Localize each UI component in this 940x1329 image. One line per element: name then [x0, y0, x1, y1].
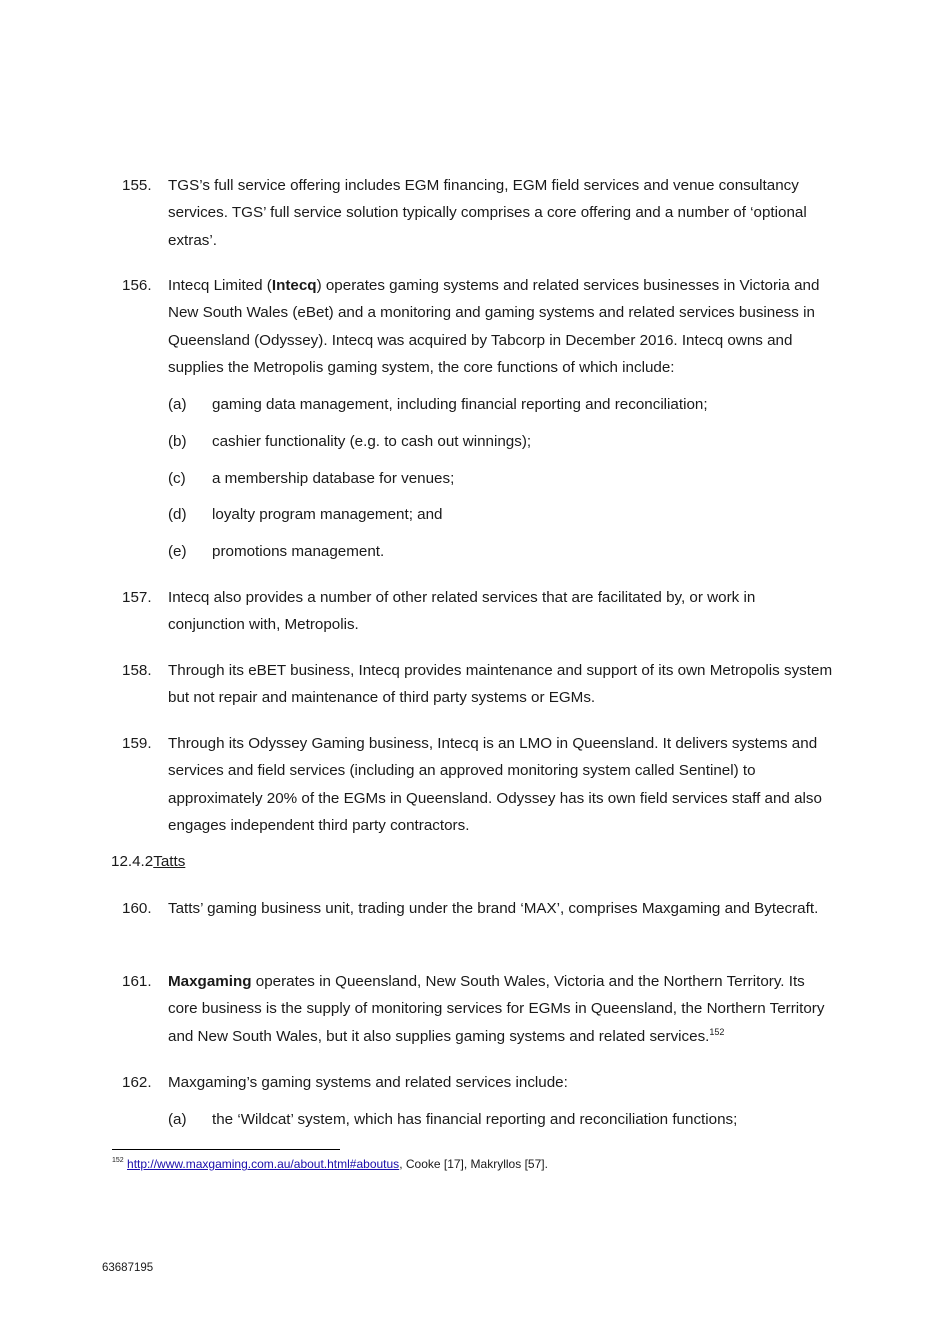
paragraph-159	[122, 730, 834, 839]
paragraph-161	[122, 968, 834, 1050]
defined-term: Intecq	[271, 277, 317, 294]
paragraph-number: 159.	[122, 735, 152, 752]
paragraph-156	[122, 272, 834, 381]
list-item-label: (a)	[168, 396, 187, 413]
section-number: 12.4.2	[111, 853, 154, 870]
paragraph-155	[122, 172, 834, 254]
paragraph-number: 155.	[122, 177, 152, 194]
footnote-separator	[112, 1149, 340, 1150]
paragraph-157	[122, 584, 834, 639]
paragraph-number: 160.	[122, 900, 152, 917]
defined-term: Maxgaming	[168, 973, 252, 990]
list-item-text: loyalty program management; and	[212, 506, 443, 523]
list-item-label: (e)	[168, 543, 187, 560]
paragraph-text	[168, 968, 834, 1050]
paragraph-number: 161.	[122, 973, 152, 990]
paragraph-text: TGS’s full service offering includes EGM financing, EGM field services and venue consultancy services. TGS’ full service solution typically comprises a core offering and a number of ‘optional extras’.	[168, 177, 807, 249]
text-segment: Intecq Limited (	[168, 277, 272, 294]
footnote-link[interactable]: http://www.maxgaming.com.au/about.html#aboutus	[127, 1157, 400, 1171]
paragraph-text: Through its Odyssey Gaming business, Intecq is an LMO in Queensland. It delivers systems and services and field services (including an approved monitoring system called Sentinel) to approximately 20% of the EGMs in Queensland. Odyssey has its own field services staff and also engages independent third party contractors.	[168, 735, 822, 834]
list-item-text: a membership database for venues;	[212, 470, 455, 487]
footnote-text: , Cooke [17], Makryllos [57].	[399, 1157, 548, 1171]
list-item-label: (b)	[168, 433, 187, 450]
section-title: Tatts	[153, 853, 186, 870]
paragraph-160	[122, 895, 834, 922]
paragraph-text: Through its eBET business, Intecq provides maintenance and support of its own Metropolis system but not repair and maintenance of third party systems or EGMs.	[168, 662, 833, 707]
paragraph-162	[122, 1069, 834, 1096]
paragraph-158	[122, 657, 834, 712]
paragraph-number: 162.	[122, 1074, 152, 1091]
text-segment: ) operates gaming systems and related services businesses in Victoria and New South Wales (eBet) and a monitoring and gaming systems and related services business in Queensland (Odyssey). Intecq was acquired by Tabcorp in December 2016. Intecq owns and supplies the Metropolis gaming system, the core functions of which include:	[168, 277, 820, 376]
list-item-text: the ‘Wildcat’ system, which has financial reporting and reconciliation functions;	[212, 1111, 738, 1128]
paragraph-number: 158.	[122, 662, 152, 679]
footnote-marker: 152	[112, 1157, 124, 1164]
text-segment: operates in Queensland, New South Wales, Victoria and the Northern Territory. Its core business is the supply of monitoring services for EGMs in Queensland, the Northern Territory and New South Wales, but it also supplies gaming systems and related services.	[168, 973, 825, 1045]
paragraph-text: Maxgaming’s gaming systems and related services include:	[168, 1074, 568, 1091]
paragraph-text: Intecq also provides a number of other related services that are facilitated by, or work in conjunction with, Metropolis.	[168, 589, 756, 634]
list-item-label: (d)	[168, 506, 187, 523]
section-heading	[111, 852, 185, 872]
list-item-text: cashier functionality (e.g. to cash out winnings);	[212, 433, 532, 450]
list-item-text: gaming data management, including financial reporting and reconciliation;	[212, 396, 708, 413]
footnote-reference[interactable]: 152	[709, 1026, 725, 1037]
footnote	[112, 1156, 548, 1172]
list-item-label: (a)	[168, 1111, 187, 1128]
list-item-text: promotions management.	[212, 543, 385, 560]
paragraph-text	[168, 272, 834, 381]
list-item-label: (c)	[168, 470, 186, 487]
paragraph-text: Tatts’ gaming business unit, trading under the brand ‘MAX’, comprises Maxgaming and Bytecraft.	[168, 900, 819, 917]
paragraph-number: 157.	[122, 589, 152, 606]
paragraph-number: 156.	[122, 277, 152, 294]
document-number: 63687195	[102, 1262, 154, 1274]
